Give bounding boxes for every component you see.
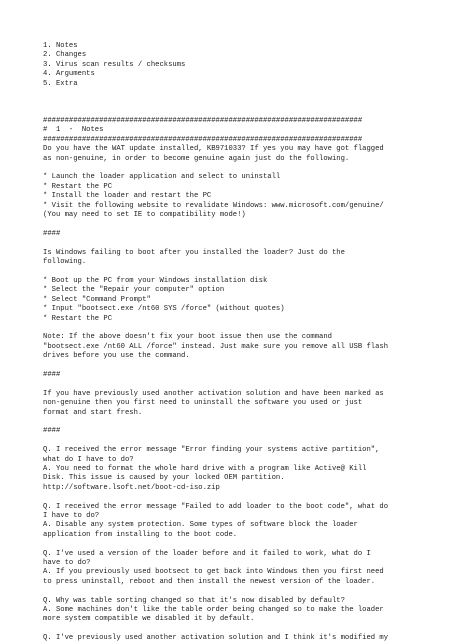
text-line: non-genuine then you first need to uninstall the software you used or just xyxy=(43,399,363,408)
text-line: #### xyxy=(43,229,61,238)
toc-item: 1. Notes xyxy=(43,42,78,50)
text-line: * Select the "Repair your computer" option xyxy=(43,286,225,295)
text-line: Is Windows failing to boot after you installed the loader? Just do the xyxy=(43,248,345,257)
text-block xyxy=(43,173,432,220)
toc-item: 2. Changes xyxy=(43,51,87,60)
toc-item: 4. Arguments xyxy=(43,70,95,79)
separator xyxy=(43,427,432,436)
text-block xyxy=(43,277,432,324)
table-of-contents xyxy=(43,42,432,89)
text-line: Q. I received the error message "Failed to add loader to the boot code", what do xyxy=(43,502,389,511)
text-line: drives before you use the command. xyxy=(43,352,190,361)
text-line: * Launch the loader application and select to uninstall xyxy=(43,173,281,182)
text-line: what do I have to do? xyxy=(43,455,134,464)
text-block xyxy=(43,333,432,361)
text-block xyxy=(43,597,432,625)
text-line: A. Disable any system protection. Some types of software block the loader xyxy=(43,521,358,530)
text-line: (You may need to set IE to compatibility mode!) xyxy=(43,211,246,220)
notes-body xyxy=(43,145,432,643)
text-line: * Select "Command Prompt" xyxy=(43,295,151,304)
text-block xyxy=(43,249,432,268)
text-line: I have to do? xyxy=(43,511,100,520)
text-line: A. You need to format the whole hard drive with a program like Active@ Kill xyxy=(43,464,367,473)
text-line: have to do? xyxy=(43,558,91,567)
toc-item: 5. Extra xyxy=(43,79,78,88)
separator xyxy=(43,230,432,239)
text-line: * Restart the PC xyxy=(43,182,113,191)
text-line: * Visit the following website to revalidate Windows: www.microsoft.com/genuine/ xyxy=(43,201,384,210)
text-line: #### xyxy=(43,370,61,379)
text-block xyxy=(43,390,432,418)
text-line: #### xyxy=(43,427,61,436)
text-line: Note: If the above doesn't fix your boot issue then use the command xyxy=(43,333,332,342)
text-block xyxy=(43,550,432,588)
text-line: * Boot up the PC from your Windows installation disk xyxy=(43,276,268,285)
text-line: "bootsect.exe /nt60 ALL /force" instead. Just make sure you remove all USB flash xyxy=(43,342,389,351)
text-block xyxy=(43,503,432,541)
text-line: Do you have the WAT update installed, KB971033? If yes you may have got flagged xyxy=(43,145,384,154)
text-line: format and start fresh. xyxy=(43,408,143,417)
header-rule-bottom: ########################################################################## xyxy=(43,135,363,144)
text-line: A. If you previously used bootsect to get back into Windows then you first need xyxy=(43,568,384,577)
text-line: * Install the loader and restart the PC xyxy=(43,192,212,201)
text-line: * Restart the PC xyxy=(43,314,113,323)
text-line: more system compatible we disabled it by default. xyxy=(43,615,255,624)
text-line: Q. Why was table sorting changed so that it's now disabled by default? xyxy=(43,596,345,605)
text-line: http://software.lsoft.net/boot-cd-iso.zip xyxy=(43,483,220,492)
section-header xyxy=(43,117,432,145)
toc-item: 3. Virus scan results / checksums xyxy=(43,60,186,69)
text-block xyxy=(43,145,432,164)
text-line: to press uninstall, reboot and then install the newest version of the loader. xyxy=(43,577,376,586)
text-line: application from installing to the boot code. xyxy=(43,530,238,539)
header-rule-top: ########################################################################## xyxy=(43,117,363,126)
text-line: * Input "bootsect.exe /nt60 SYS /force" (without quotes) xyxy=(43,305,285,314)
text-line: Q. I've used a version of the loader before and it failed to work, what do I xyxy=(43,549,371,558)
text-line: Disk. This issue is caused by your locked OEM partition. xyxy=(43,474,285,483)
text-line: as non-genuine, in order to become genuine again just do the following. xyxy=(43,154,350,163)
text-line: Q. I received the error message "Error finding your systems active partition", xyxy=(43,446,380,455)
text-line: A. Some machines don't like the table order being changed so to make the loader xyxy=(43,605,384,614)
text-line: following. xyxy=(43,258,87,267)
text-block xyxy=(43,446,432,493)
text-line: Q. I've previously used another activation solution and I think it's modified my xyxy=(43,634,389,643)
text-line: If you have previously used another activation solution and have been marked as xyxy=(43,389,384,398)
text-block xyxy=(43,634,432,643)
separator xyxy=(43,371,432,380)
section-title: # 1 - Notes xyxy=(43,126,104,135)
